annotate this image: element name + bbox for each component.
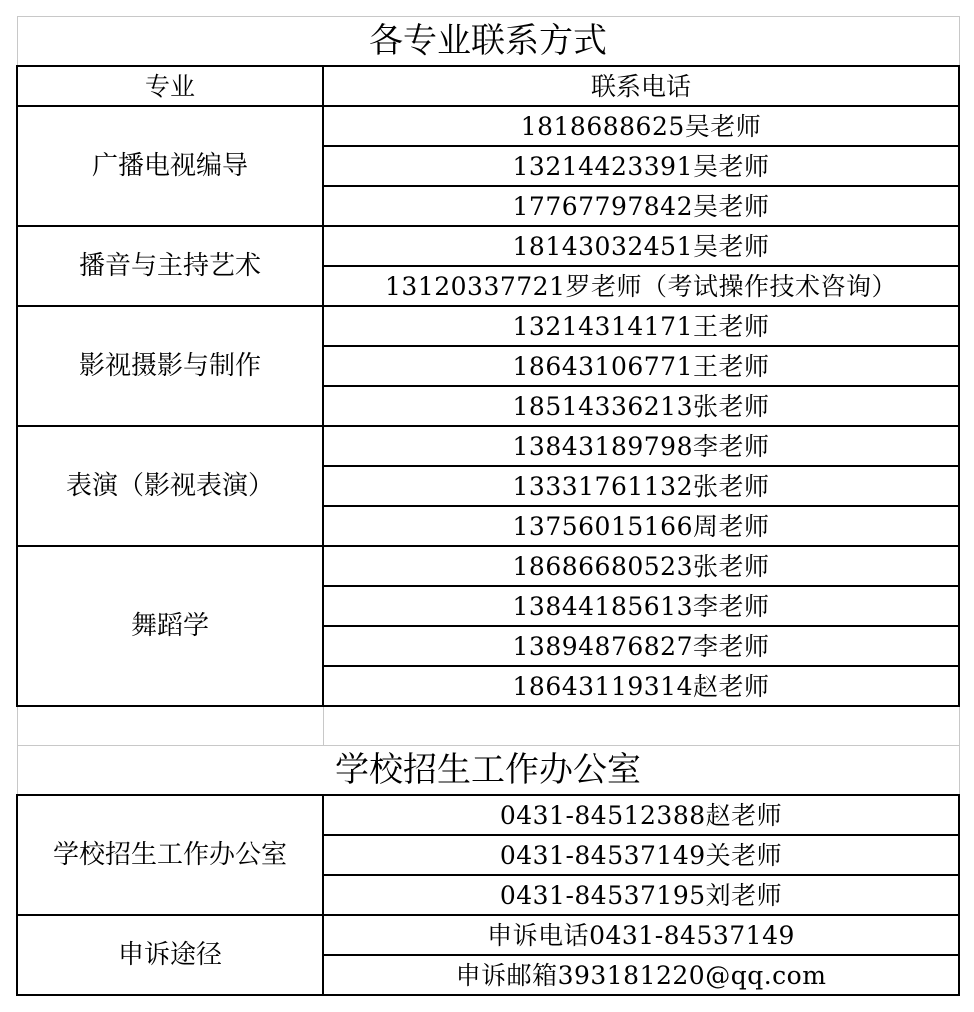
office-section-title: 学校招生工作办公室: [17, 746, 959, 796]
office-phone-cell: 0431-84537195刘老师: [323, 875, 959, 915]
phone-cell: 13843189798李老师: [323, 426, 959, 466]
appeal-phone: 申诉电话0431-84537149: [323, 915, 959, 955]
phone-cell: 17767797842吴老师: [323, 186, 959, 226]
phone-cell: 13214423391吴老师: [323, 146, 959, 186]
phone-cell: 13331761132张老师: [323, 466, 959, 506]
blank-cell: [17, 706, 323, 746]
office-name: 学校招生工作办公室: [17, 795, 323, 915]
blank-cell: [323, 706, 959, 746]
phone-cell: 18643119314赵老师: [323, 666, 959, 706]
phone-cell: 13214314171王老师: [323, 306, 959, 346]
phone-cell: 18686680523张老师: [323, 546, 959, 586]
phone-cell: 18643106771王老师: [323, 346, 959, 386]
phone-cell: 13120337721罗老师（考试操作技术咨询）: [323, 266, 959, 306]
phone-cell: 18514336213张老师: [323, 386, 959, 426]
office-phone-cell: 0431-84512388赵老师: [323, 795, 959, 835]
phone-cell: 13844185613李老师: [323, 586, 959, 626]
appeal-label: 申诉途径: [17, 915, 323, 995]
office-phone-cell: 0431-84537149关老师: [323, 835, 959, 875]
phone-cell: 13756015166周老师: [323, 506, 959, 546]
column-header-phone: 联系电话: [323, 66, 959, 106]
table-title: 各专业联系方式: [17, 17, 959, 67]
major-name: 舞蹈学: [17, 546, 323, 706]
major-name: 广播电视编导: [17, 106, 323, 226]
column-header-major: 专业: [17, 66, 323, 106]
contact-table: [16, 16, 960, 996]
major-name: 播音与主持艺术: [17, 226, 323, 306]
phone-cell: 13894876827李老师: [323, 626, 959, 666]
major-name: 影视摄影与制作: [17, 306, 323, 426]
appeal-email: 申诉邮箱393181220@qq.com: [323, 955, 959, 995]
phone-cell: 1818688625吴老师: [323, 106, 959, 146]
phone-cell: 18143032451吴老师: [323, 226, 959, 266]
major-name: 表演（影视表演）: [17, 426, 323, 546]
